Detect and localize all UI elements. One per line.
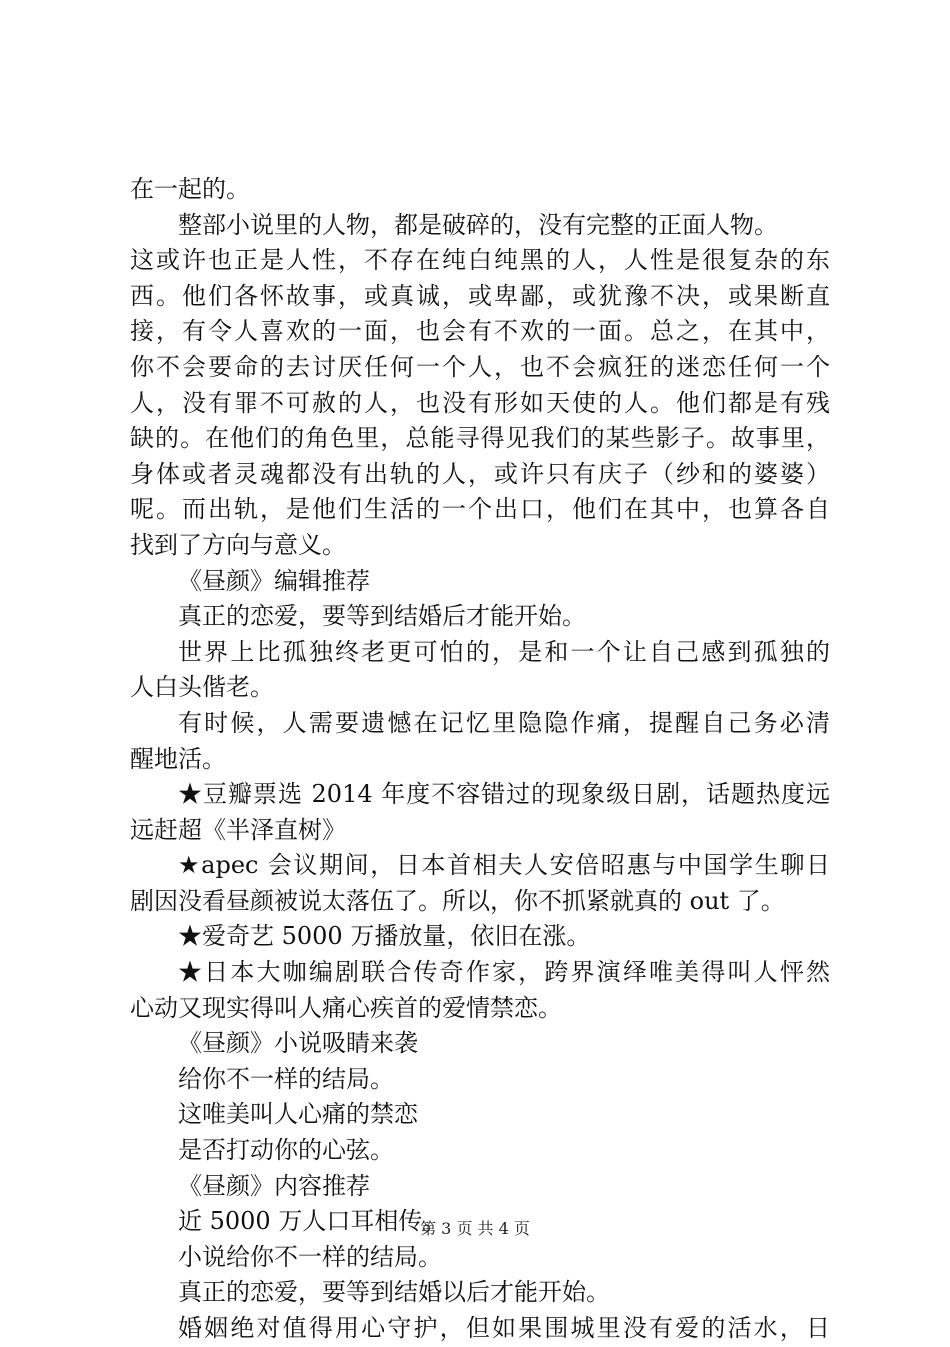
text-line: 心动又现实得叫人痛心疾首的爱情禁恋。: [130, 993, 562, 1022]
text-line: 给你不一样的结局。: [178, 1064, 394, 1093]
document-body: [130, 172, 830, 1347]
text-line: 有时候，人需要遗憾在记忆里隐隐作痛，提醒自己务必清: [178, 708, 830, 737]
text-line: 近 5000 万人口耳相传。: [178, 1207, 447, 1236]
text-line: 人白头偕老。: [130, 673, 274, 702]
text-line: 真正的恋爱，要等到结婚后才能开始。: [178, 602, 586, 631]
text-line: 在一起的。: [130, 175, 250, 203]
text-line: 呢。而出轨，是他们生活的一个出口，他们在其中，也算各自: [130, 495, 830, 524]
text-line: 远赶超《半泽直树》: [130, 815, 346, 844]
text-line: 真正的恋爱，要等到结婚以后才能开始。: [178, 1278, 610, 1307]
text-line: 醒地活。: [130, 744, 226, 773]
text-line: 你不会要命的去讨厌任何一个人，也不会疯狂的迷恋任何一个: [130, 352, 830, 381]
text-line: 身体或者灵魂都没有出轨的人，或许只有庆子（纱和的婆婆）: [130, 459, 830, 488]
text-line: 西。他们各怀故事，或真诚，或卑鄙，或犹豫不决，或果断直: [130, 281, 830, 310]
text-line: ★豆瓣票选 2014 年度不容错过的现象级日剧，话题热度远: [178, 780, 830, 809]
page-number-footer: 第 3 页 共 4 页: [420, 1219, 530, 1238]
text-line: 这或许也正是人性，不存在纯白纯黑的人，人性是很复杂的东: [130, 246, 830, 275]
section-heading: 《昼颜》编辑推荐: [178, 566, 370, 595]
text-line: 小说给你不一样的结局。: [178, 1242, 442, 1271]
text-line: 婚姻绝对值得用心守护，但如果围城里没有爱的活水，日: [178, 1314, 830, 1342]
text-line: 剧因没看昼颜被说太落伍了。所以，你不抓紧就真的 out 了。: [130, 886, 785, 915]
text-line: 人，没有罪不可赦的人，也没有形如天使的人。他们都是有残: [130, 388, 830, 417]
text-line: 找到了方向与意义。: [130, 530, 346, 559]
section-heading: 《昼颜》小说吸睛来袭: [178, 1029, 418, 1058]
text-line: 世界上比孤独终老更可怕的，是和一个让自己感到孤独的: [178, 637, 830, 666]
text-line: ★日本大咖编剧联合传奇作家，跨界演绎唯美得叫人怦然: [178, 958, 830, 987]
text-line: 整部小说里的人物，都是破碎的，没有完整的正面人物。: [178, 210, 778, 239]
text-line: 这唯美叫人心痛的禁恋: [178, 1100, 418, 1129]
text-line: 接，有令人喜欢的一面，也会有不欢的一面。总之，在其中，: [130, 317, 830, 346]
section-heading: 《昼颜》内容推荐: [178, 1171, 370, 1200]
text-line: ★爱奇艺 5000 万播放量，依旧在涨。: [178, 922, 591, 951]
text-line: 是否打动你的心弦。: [178, 1136, 394, 1165]
text-line: ★apec 会议期间，日本首相夫人安倍昭惠与中国学生聊日: [178, 851, 830, 880]
text-line: 缺的。在他们的角色里，总能寻得见我们的某些影子。故事里，: [130, 424, 830, 453]
